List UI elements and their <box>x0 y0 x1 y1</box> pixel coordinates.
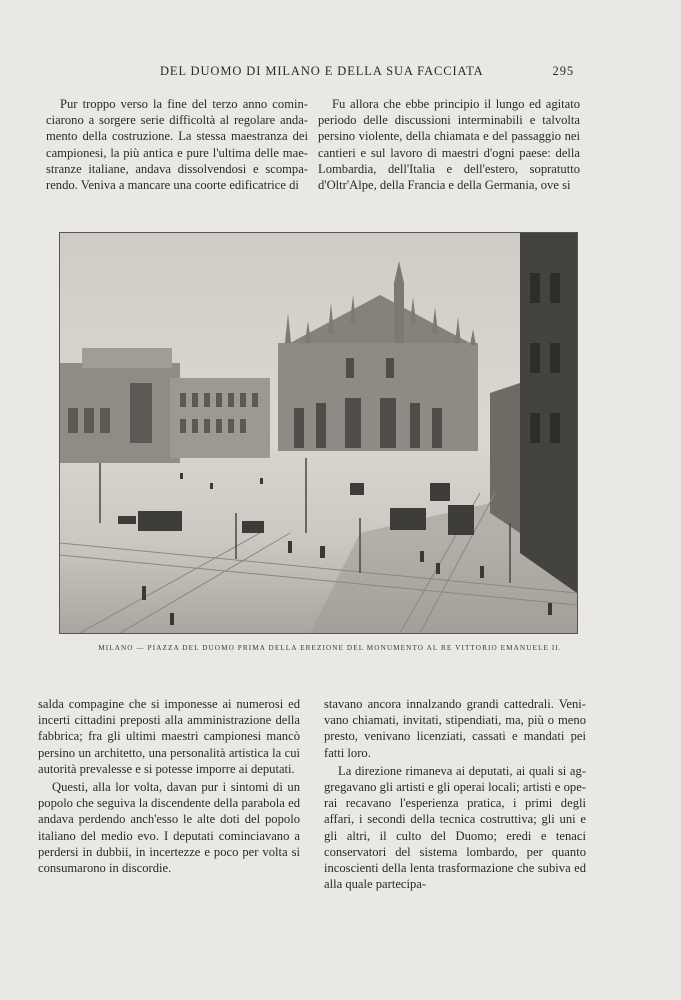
page-number: 295 <box>552 64 574 78</box>
text-column-bottom-left <box>38 696 300 876</box>
text-column-bottom-right <box>324 696 586 892</box>
text-column-top-left <box>46 96 308 193</box>
paragraph: Fu allora che ebbe principio il lungo ed agitato periodo delle discussioni interminabili e talvolta persino violente, della chiamata e del passaggio nei cantieri e sul lavoro di maestri d'ogni paese: della Lombardia, dell'Italia e dell'estero, sopratutto d'Oltr'Alpe, della Francia e della Germania, ove si <box>318 97 580 193</box>
paragraph: Pur troppo verso la fine del terzo anno cominciarono a sorgere serie difficoltà al regolare andamento della costruzione. La stessa maestranza dei campionesi, la più antica e pure l'ultima delle maestranze italiane, andava dissolvendosi e scomparendo. Veniva a mancare una coorte edificatrice di <box>46 97 308 193</box>
paragraph: La direzione rimaneva ai deputati, ai quali si aggregavano gli artisti e gli operai locali; artisti e operai recavano l'esperienza pratica, i primi degli affari, i secondi della tecnica costruttiva; gli uni e gli altri, il culto del Duomo; eredi e tenaci conservatori del sistema lombardo, per quanto incoscienti della lenta trasformazione che subiva ed alla quale partecipa- <box>324 763 586 892</box>
photo-caption: MILANO — PIAZZA DEL DUOMO PRIMA DELLA EREZIONE DEL MONUMENTO AL RE VITTORIO EMANUELE II. <box>98 644 562 652</box>
paragraph: salda compagine che si imponesse ai numerosi ed incerti cittadini preposti alla amministrazione della fabbrica; fra gli ultimi maestri campionesi mancò persino un architetto, una personalità artistica la cui autorità prevalesse e si potesse imporre ai deputati. <box>38 697 300 776</box>
text-column-top-right <box>318 96 580 193</box>
header-title: DEL DUOMO DI MILANO E DELLA SUA FACCIATA <box>160 64 484 78</box>
paragraph: Questi, alla lor volta, davan pur i sintomi di un popolo che seguiva la discendente della parabola ed andava perdendo anch'esso le alte doti del popolo italiano del medio evo. I deputati cominciavano a perdersi in dubbii, in incertezze e poco per volta si consumarono in discordie. <box>38 780 300 876</box>
running-header <box>60 64 600 82</box>
photograph-piazza-del-duomo <box>59 232 578 634</box>
paragraph: stavano ancora innalzando grandi cattedrali. Venivano chiamati, invitati, stipendiati, ma, più o meno presto, venivano licenziati, cassati e mandati pei fatti loro. <box>324 697 586 760</box>
